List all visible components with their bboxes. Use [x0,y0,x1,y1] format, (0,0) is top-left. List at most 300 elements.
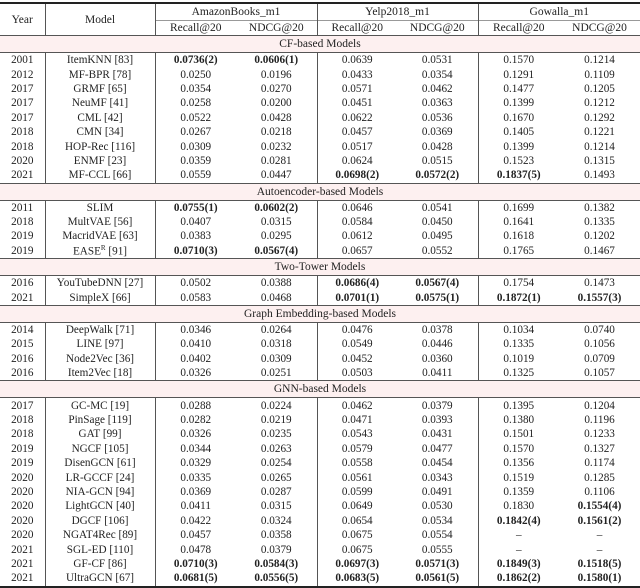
metric-cell: 0.0579 [341,442,373,455]
year-cell: 2012 [0,67,45,81]
table-row [0,322,640,337]
metric-header: NDCG@20 [236,21,317,36]
metric-cell: 0.1580(1) [577,572,622,585]
metric-cell: 0.0531 [397,53,478,68]
table-row [0,229,640,243]
metric-cell: 0.1356 [503,457,535,470]
year-cell: 2017 [0,111,45,125]
metric-cell: 0.0369 [180,485,212,498]
metric-cell: 0.0344 [180,442,212,455]
model-cell: NIA-GCN [94] [45,485,155,499]
table-row [0,139,640,153]
metric-cell: 0.1214 [584,140,615,153]
metric-cell: 0.0309 [236,352,317,366]
table-row [0,215,640,229]
model-cell: GF-CF [86] [45,557,155,571]
metric-cell: 0.0288 [180,399,212,412]
metric-cell: 0.1754 [503,277,535,290]
metric-cell: 0.1862(2) [496,572,541,585]
metric-cell: 0.0646 [341,201,373,214]
metric-cell: 0.0541 [397,200,478,215]
metric-cell: 0.0393 [397,413,478,427]
metric-cell: 0.0264 [236,322,317,337]
metric-cell: 0.0335 [180,471,212,484]
table-row [0,244,640,259]
year-cell: 2016 [0,366,45,381]
metric-cell: 0.1473 [584,277,615,290]
metric-cell: 0.0649 [341,500,373,513]
metric-cell: 0.0267 [180,126,212,139]
metric-cell: 0.0388 [236,276,317,291]
metric-cell: 0.0329 [180,457,212,470]
group-title: CF-based Models [0,36,640,53]
model-cell: MultVAE [56] [45,215,155,229]
metric-cell: 0.1380 [503,414,535,426]
table-row [0,542,640,556]
metric-cell: 0.0446 [397,337,478,351]
model-cell: SimpleX [66] [45,290,155,305]
metric-cell: 0.1034 [503,324,535,337]
model-cell: Node2Vec [36] [45,352,155,366]
year-cell: 2020 [0,499,45,513]
metric-cell: 0.0740 [584,324,615,337]
metric-cell: 0.0346 [180,324,212,337]
year-cell: 2015 [0,337,45,351]
model-cell: ENMF [23] [45,154,155,168]
metric-cell: 0.0599 [341,485,373,498]
metric-cell: 0.0452 [341,352,373,365]
metric-cell: 0.0709 [584,352,615,365]
metric-cell: 0.0543 [341,428,373,441]
table-row [0,125,640,139]
metric-cell: 0.0536 [397,111,478,125]
metric-cell: 0.0411 [180,500,211,513]
metric-cell: – [596,543,603,556]
metric-cell: 0.1019 [503,352,535,365]
metric-cell: 0.0457 [341,126,373,139]
metric-cell: 0.0478 [180,543,212,556]
metric-cell: 0.0515 [397,154,478,168]
metric-cell: 0.0549 [341,338,373,351]
table-row [0,290,640,305]
metric-cell: 0.0250 [180,68,212,81]
table-row [0,485,640,499]
model-cell: CML [42] [45,111,155,125]
group-header-row [0,183,640,200]
metric-cell: 0.1493 [584,169,615,182]
table-row [0,337,640,351]
metric-cell: 0.0675 [341,529,373,542]
model-cell: DeepWalk [71] [45,322,155,337]
year-cell: 2018 [0,139,45,153]
metric-cell: 0.0318 [236,337,317,351]
metric-cell: 0.0450 [397,215,478,229]
metric-cell: 0.0602(2) [236,200,317,215]
metric-cell: 0.0326 [180,367,212,380]
metric-cell: 0.1196 [584,414,615,426]
model-cell: NGCF [105] [45,442,155,456]
metric-header: Recall@20 [155,21,236,36]
year-cell: 2018 [0,427,45,441]
metric-cell: 0.1233 [584,428,615,441]
year-cell: 2019 [0,229,45,243]
year-cell: 2020 [0,528,45,542]
table-row [0,96,640,110]
metric-cell: 0.1315 [584,154,615,167]
metric-cell: 0.0701(1) [335,291,380,304]
metric-cell: 0.0358 [236,528,317,542]
table-row [0,276,640,291]
table-row [0,398,640,413]
metric-cell: 0.1359 [503,485,535,498]
table-row [0,111,640,125]
metric-cell: 0.1325 [503,367,535,380]
metric-cell: 0.0530 [397,499,478,513]
metric-cell: 0.1670 [503,111,535,124]
table-row [0,514,640,528]
table-row [0,470,640,484]
metric-cell: 0.0567(4) [397,276,478,291]
year-cell: 2021 [0,571,45,586]
model-cell: LR-GCCF [24] [45,470,155,484]
metric-cell: 0.0471 [341,414,373,426]
metric-cell: 0.0457 [180,529,212,542]
metric-cell: 0.1837(5) [496,169,541,182]
table-row [0,168,640,183]
model-cell: HOP-Rec [116] [45,139,155,153]
table-row [0,499,640,513]
metric-cell: 0.0571(3) [397,557,478,571]
metric-cell: 0.0736(2) [173,54,218,67]
metric-cell: 0.0258 [180,97,212,110]
metric-cell: 0.0343 [397,470,478,484]
metric-cell: 0.0359 [180,154,212,167]
metric-cell: 0.0200 [236,96,317,110]
table-row [0,82,640,96]
group-header-row [0,381,640,398]
year-cell: 2018 [0,125,45,139]
metric-cell: 0.0224 [236,398,317,413]
metric-cell: 0.1561(2) [577,514,622,527]
metric-cell: 0.0583 [180,291,212,304]
metric-cell: 0.1399 [503,97,535,110]
metric-cell: 0.1699 [503,201,535,214]
metric-header: Recall@20 [317,21,397,36]
metric-cell: 0.1292 [584,111,615,124]
model-cell: MacridVAE [63] [45,229,155,243]
metric-cell: 0.1109 [584,68,615,81]
metric-cell: 0.0369 [397,125,478,139]
metric-cell: 0.1405 [503,126,535,139]
metric-cell: 0.0354 [180,82,212,95]
metric-cell: 0.0324 [236,514,317,528]
metric-cell: 0.0624 [341,154,373,167]
model-cell: DGCF [106] [45,514,155,528]
model-cell: SGL-ED [110] [45,542,155,556]
metric-cell: 0.1395 [503,399,535,412]
table-row [0,352,640,366]
metric-cell: 0.0503 [341,367,373,380]
metric-cell: 0.0686(4) [335,277,380,290]
metric-cell: – [515,543,522,556]
metric-cell: 0.0552 [397,244,478,259]
dataset-header-gowalla: Gowalla_m1 [529,6,589,18]
model-cell: GRMF [65] [45,82,155,96]
model-cell: Item2Vec [18] [45,366,155,381]
metric-cell: 0.0554 [397,528,478,542]
metric-cell: 0.1202 [584,230,615,243]
year-cell: 2020 [0,470,45,484]
metric-cell: 0.0462 [397,82,478,96]
metric-cell: 0.1518(5) [577,557,622,570]
metric-cell: 0.0447 [236,168,317,183]
metric-cell: 0.0697(3) [335,557,380,570]
metric-cell: 0.1501 [503,428,535,441]
metric-cell: 0.1519 [503,471,535,484]
metric-cell: 0.0315 [236,215,317,229]
metric-cell: 0.0571 [341,82,373,95]
metric-cell: 0.0363 [397,96,478,110]
metric-cell: 0.0295 [236,229,317,243]
metric-cell: 0.0612 [341,230,373,243]
metric-cell: 0.0657 [341,244,373,257]
metric-cell: 0.0219 [236,413,317,427]
metric-cell: 0.1872(1) [496,291,541,304]
metric-cell: 0.1570 [503,442,535,455]
metric-cell: 0.0534 [397,514,478,528]
year-cell: 2020 [0,485,45,499]
model-cell: NeuMF [41] [45,96,155,110]
table-row [0,427,640,441]
metric-cell: 0.1523 [503,154,535,167]
metric-cell: 0.0468 [236,290,317,305]
year-header: Year [0,3,45,36]
year-cell: 2014 [0,322,45,337]
metric-cell: 0.0572(2) [397,168,478,183]
metric-cell: 0.0622 [341,111,373,124]
group-title: Autoencoder-based Models [0,183,640,200]
metric-cell: 0.0710(3) [173,244,218,257]
metric-cell: 0.0517 [341,140,373,153]
metric-cell: 0.0309 [180,140,212,153]
metric-cell: 0.0558 [341,457,373,470]
metric-cell: 0.0254 [236,456,317,470]
model-name: EASE [72,245,101,258]
group-header-row [0,36,640,53]
metric-cell: 0.1557(3) [577,291,622,304]
metric-cell: 0.0654 [341,514,373,527]
model-cell: NGAT4Rec [89] [45,528,155,542]
metric-cell: 0.1221 [584,126,615,139]
group-title: GNN-based Models [0,381,640,398]
metric-cell: 0.0281 [236,154,317,168]
metric-cell: 0.0196 [236,67,317,81]
metric-cell: – [596,529,603,542]
metric-cell: 0.1382 [584,201,615,214]
year-cell: 2020 [0,514,45,528]
metric-cell: 0.0502 [180,277,212,290]
year-cell: 2019 [0,456,45,470]
metric-cell: 0.0476 [341,324,373,337]
year-cell: 2017 [0,82,45,96]
model-cell: UltraGCN [67] [45,571,155,586]
metric-cell: 0.0232 [236,139,317,153]
table-row [0,67,640,81]
metric-cell: 0.1057 [584,367,615,380]
metric-cell: 0.0491 [397,485,478,499]
metric-cell: 0.1204 [584,399,615,412]
table-row [0,413,640,427]
year-cell: 2021 [0,557,45,571]
metric-cell: 0.0567(4) [236,244,317,259]
metric-cell: 0.1467 [584,244,615,257]
metric-header: NDCG@20 [397,21,478,36]
metric-cell: 0.0606(1) [236,53,317,68]
year-cell: 2021 [0,168,45,183]
model-cell: LINE [97] [45,337,155,351]
year-cell: 2019 [0,244,45,259]
metric-cell: 0.0681(5) [173,572,218,585]
metric-cell: 0.0522 [180,111,212,124]
metric-cell: 0.1056 [584,338,615,351]
metric-cell: 0.0263 [236,442,317,456]
table-row [0,200,640,215]
table-row [0,571,640,586]
metric-cell: 0.0555 [397,542,478,556]
model-cell: MF-BPR [78] [45,67,155,81]
year-cell: 2017 [0,398,45,413]
metric-cell: 0.0683(5) [335,572,380,585]
metric-cell: 0.0561 [341,471,373,484]
metric-cell: 0.0326 [180,428,212,441]
metric-cell: 0.0379 [397,398,478,413]
metric-cell: 0.0559 [180,169,212,182]
metric-cell: 0.1399 [503,140,535,153]
model-header: Model [45,3,155,36]
group-title: Two-Tower Models [0,259,640,276]
metric-cell: 0.1285 [584,471,615,484]
metric-cell: 0.1570 [503,54,535,67]
table-row [0,154,640,168]
metric-cell: 0.0428 [236,111,317,125]
metric-cell: 0.0698(2) [335,169,380,182]
metric-cell: 0.0235 [236,427,317,441]
metric-cell: 0.1291 [503,68,535,81]
metric-cell: 0.1106 [584,485,615,498]
year-cell: 2021 [0,290,45,305]
year-cell: 2001 [0,53,45,68]
metric-cell: 0.0584 [341,216,373,229]
table-row [0,557,640,571]
table-row [0,456,640,470]
table-row [0,442,640,456]
year-cell: 2020 [0,154,45,168]
metric-cell: 0.0755(1) [173,201,218,214]
model-cell: YouTubeDNN [27] [45,276,155,291]
metric-cell: 0.0315 [236,499,317,513]
model-cell: GAT [99] [45,427,155,441]
metric-cell: 0.1641 [503,216,535,229]
year-cell: 2018 [0,413,45,427]
table-row [0,53,640,68]
metric-cell: 0.1618 [503,230,535,243]
metric-cell: 0.0383 [180,230,212,243]
metric-cell: 0.0556(5) [236,571,317,586]
metric-cell: 0.0584(3) [236,557,317,571]
results-table [0,2,640,588]
metric-cell: 0.1212 [584,97,615,110]
metric-cell: 0.0495 [397,229,478,243]
model-cell [45,244,155,259]
metric-cell: 0.1327 [584,442,615,455]
year-cell: 2021 [0,542,45,556]
metric-cell: 0.0379 [236,542,317,556]
group-header-row [0,305,640,322]
model-citation: [91] [105,245,128,258]
model-cell: LightGCN [40] [45,499,155,513]
metric-cell: 0.0407 [180,216,212,229]
metric-cell: 0.1849(3) [496,557,541,570]
metric-cell: 0.0354 [397,67,478,81]
year-cell: 2016 [0,352,45,366]
dataset-header-amazonbooks: AmazonBooks_m1 [155,3,317,21]
metric-cell: 0.0411 [397,366,478,381]
year-cell: 2019 [0,442,45,456]
table-row [0,528,640,542]
year-cell: 2018 [0,215,45,229]
model-cell: CMN [34] [45,125,155,139]
metric-cell: 0.1205 [584,82,615,95]
model-cell: SLIM [45,200,155,215]
metric-cell: 0.0462 [341,399,373,412]
metric-cell: 0.0251 [236,366,317,381]
metric-cell: 0.1335 [584,216,615,229]
metric-cell: 0.0265 [236,470,317,484]
model-cell: DisenGCN [61] [45,456,155,470]
metric-header: NDCG@20 [559,21,640,36]
metric-cell: 0.0282 [180,414,212,426]
metric-cell: 0.0477 [397,442,478,456]
metric-cell: 0.0454 [397,456,478,470]
metric-cell: 0.1174 [584,457,615,470]
metric-cell: 0.0639 [341,54,373,67]
metric-cell: 0.0575(1) [397,290,478,305]
metric-cell: 0.1765 [503,244,535,257]
metric-cell: 0.0360 [397,352,478,366]
group-header-row [0,259,640,276]
model-cell: GC-MC [19] [45,398,155,413]
year-cell: 2011 [0,200,45,215]
metric-cell: 0.1554(4) [577,500,622,513]
metric-cell: 0.0428 [397,139,478,153]
metric-cell: 0.0431 [397,427,478,441]
table-row [0,366,640,381]
metric-cell: 0.0402 [180,352,212,365]
metric-header: Recall@20 [478,21,559,36]
year-cell: 2017 [0,96,45,110]
metric-cell: 0.0451 [341,97,373,110]
metric-cell: 0.0378 [397,322,478,337]
metric-cell: 0.0270 [236,82,317,96]
metric-cell: 0.1830 [503,500,535,513]
metric-cell: 0.0675 [341,543,373,556]
table-body [0,36,640,587]
model-cell: PinSage [119] [45,413,155,427]
metric-cell: 0.0218 [236,125,317,139]
model-cell: MF-CCL [66] [45,168,155,183]
metric-cell: 0.1214 [584,54,615,67]
metric-cell: 0.0287 [236,485,317,499]
